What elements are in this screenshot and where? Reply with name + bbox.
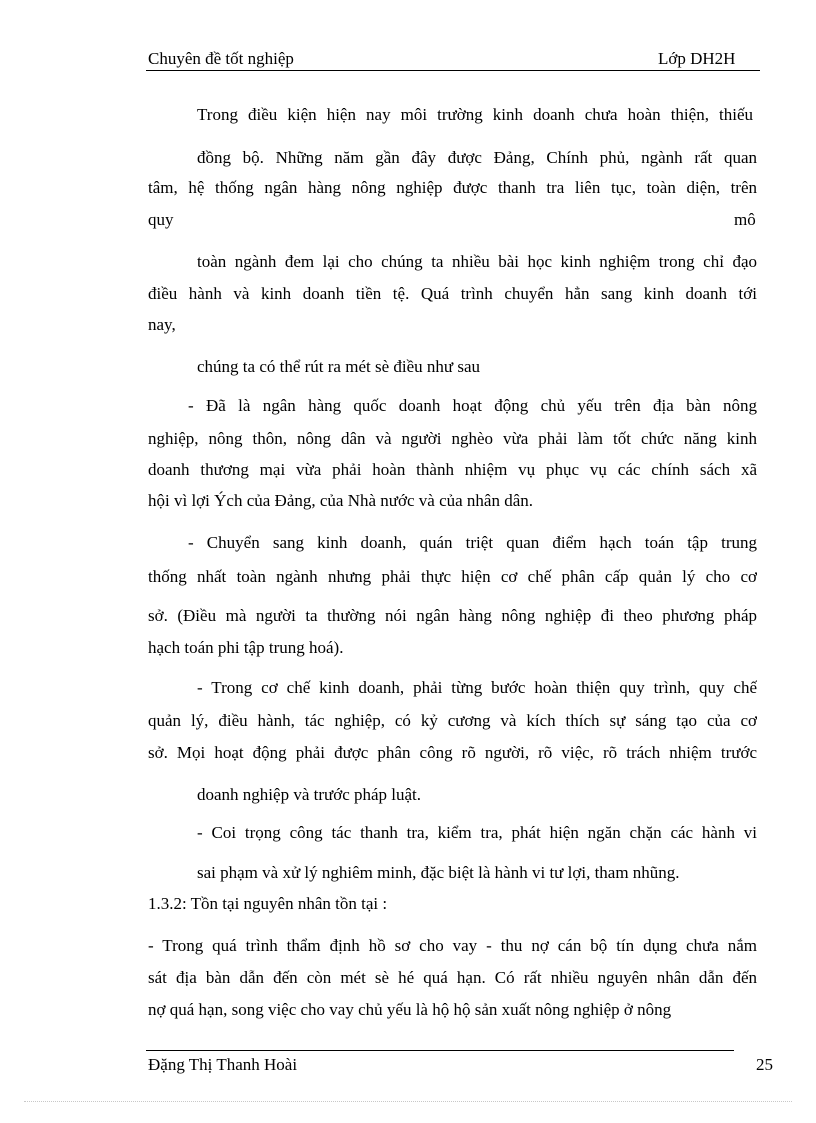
page-edge-dotted-line [24, 1101, 792, 1102]
footer-divider [146, 1050, 734, 1051]
text-line: - Coi trọng công tác thanh tra, kiểm tra, phát hiện ngăn chặn các hành vi [197, 823, 757, 842]
text-line: toàn ngành đem lại cho chúng ta nhiều bài học kinh nghiệm trong chỉ đạo [197, 252, 757, 271]
text-line: sở. Mọi hoạt động phải được phân công rõ người, rõ việc, rõ trách nhiệm trước [148, 743, 757, 762]
text-line: - Trong quá trình thẩm định hồ sơ cho vay - thu nợ cán bộ tín dụng chưa nắm [148, 936, 757, 955]
text-line: nợ quá hạn, song việc cho vay chủ yếu là hộ hộ sản xuất nông nghiệp ở nông [148, 1000, 672, 1019]
text-line: hạch toán phi tập trung hoá). [148, 638, 344, 657]
text-line: doanh nghiệp và trước pháp luật. [197, 785, 422, 804]
text-line: thống nhất toàn ngành nhưng phải thực hiện cơ chế phân cấp quản lý cho cơ [148, 567, 757, 586]
text-line: sở. (Điều mà người ta thường nói ngân hàng nông nghiệp đi theo phương pháp [148, 606, 757, 625]
text-line: sát địa bàn dẫn đến còn mét sè hé quá hạn. Có rất nhiều nguyên nhân dẫn đến [148, 968, 757, 987]
text-line: điều hành và kinh doanh tiền tệ. Quá trình chuyển hẳn sang kinh doanh tới [148, 284, 757, 303]
text-line: hội vì lợi Ých của Đảng, của Nhà nước và của nhân dân. [148, 491, 534, 510]
header-title: Chuyên đề tốt nghiệp [148, 49, 294, 68]
text-line: Trong điều kiện hiện nay môi trường kinh doanh chưa hoàn thiện, thiếu [197, 105, 753, 124]
text-line: mô [734, 210, 756, 229]
text-line: - Đã là ngân hàng quốc doanh hoạt động chủ yếu trên địa bàn nông [188, 396, 757, 415]
text-line: chúng ta có thể rút ra mét sè điều như sau [197, 357, 481, 376]
page-number: 25 [756, 1055, 773, 1074]
text-line: quản lý, điều hành, tác nghiệp, có kỷ cương và kích thích sự sáng tạo của cơ [148, 711, 757, 730]
text-line: nghiệp, nông thôn, nông dân và người nghèo vừa phải làm tốt chức năng kinh [148, 429, 757, 448]
header-class: Lớp DH2H [658, 49, 736, 68]
text-line: nay, [148, 315, 176, 334]
text-line: quy [148, 210, 174, 229]
text-line: - Trong cơ chế kinh doanh, phải từng bước hoàn thiện quy trình, quy chế [197, 678, 757, 697]
text-line: sai phạm và xử lý nghiêm minh, đặc biệt là hành vi tư lợi, tham nhũng. [197, 863, 680, 882]
footer-author: Đặng Thị Thanh Hoài [148, 1055, 298, 1074]
text-line: tâm, hệ thống ngân hàng nông nghiệp được thanh tra liên tục, toàn diện, trên [148, 178, 757, 197]
section-heading: 1.3.2: Tồn tại nguyên nhân tồn tại : [148, 894, 388, 913]
text-line: doanh thương mại vừa phải hoàn thành nhiệm vụ phục vụ các chính sách xã [148, 460, 757, 479]
text-line: đồng bộ. Những năm gần đây được Đảng, Chính phủ, ngành rất quan [197, 148, 757, 167]
header-divider [146, 70, 760, 71]
text-line: - Chuyển sang kinh doanh, quán triệt quan điểm hạch toán tập trung [188, 533, 757, 552]
